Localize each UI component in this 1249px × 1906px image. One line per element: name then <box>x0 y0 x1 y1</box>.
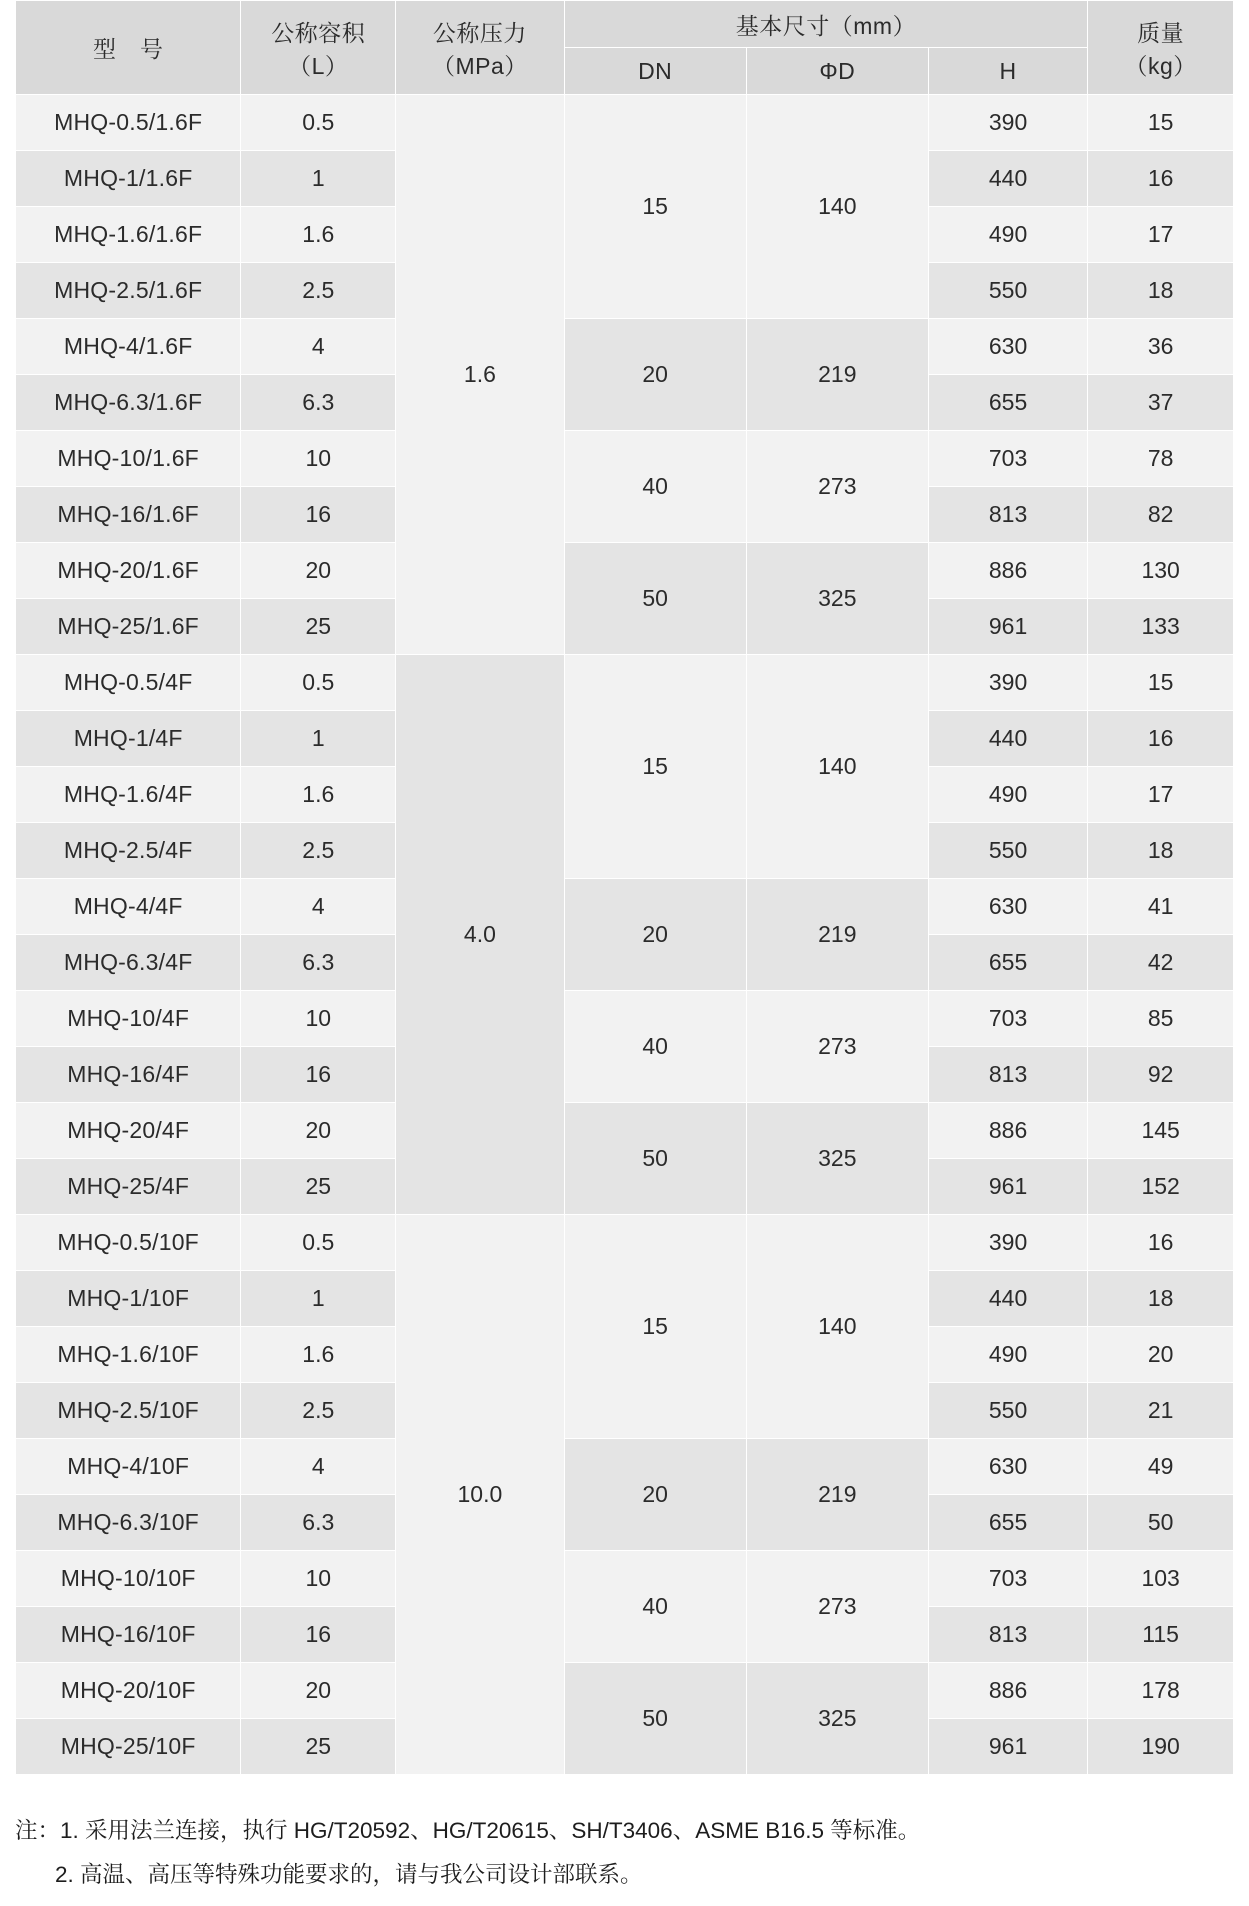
cell-dn: 15 <box>564 655 746 879</box>
cell-dn: 40 <box>564 991 746 1103</box>
table-row <box>16 1103 1234 1159</box>
cell-mass: 17 <box>1088 207 1234 263</box>
cell-mass: 37 <box>1088 375 1234 431</box>
cell-mass: 18 <box>1088 1271 1234 1327</box>
cell-model: MHQ-6.3/4F <box>16 935 241 991</box>
header-volume-line1: 公称容积 <box>271 19 366 46</box>
cell-mass: 152 <box>1088 1159 1234 1215</box>
header-pressure-line1: 公称压力 <box>432 19 527 46</box>
cell-mass: 41 <box>1088 879 1234 935</box>
cell-mass: 145 <box>1088 1103 1234 1159</box>
cell-dn: 20 <box>564 879 746 991</box>
cell-mass: 103 <box>1088 1551 1234 1607</box>
cell-h: 550 <box>928 263 1087 319</box>
cell-h: 490 <box>928 1327 1087 1383</box>
cell-mass: 49 <box>1088 1439 1234 1495</box>
notes-block <box>15 1809 1234 1897</box>
cell-h: 630 <box>928 879 1087 935</box>
cell-volume: 6.3 <box>241 935 396 991</box>
cell-h: 655 <box>928 1495 1087 1551</box>
cell-mass: 21 <box>1088 1383 1234 1439</box>
header-pressure <box>396 1 564 95</box>
header-mass-line1: 质量 <box>1137 19 1185 46</box>
cell-mass: 130 <box>1088 543 1234 599</box>
cell-mass: 16 <box>1088 151 1234 207</box>
cell-h: 961 <box>928 599 1087 655</box>
table-row <box>16 1439 1234 1495</box>
cell-h: 655 <box>928 375 1087 431</box>
cell-h: 813 <box>928 1607 1087 1663</box>
cell-model: MHQ-0.5/10F <box>16 1215 241 1271</box>
cell-h: 440 <box>928 1271 1087 1327</box>
cell-h: 813 <box>928 1047 1087 1103</box>
cell-volume: 2.5 <box>241 823 396 879</box>
cell-volume: 20 <box>241 1663 396 1719</box>
cell-mass: 15 <box>1088 655 1234 711</box>
cell-h: 490 <box>928 767 1087 823</box>
cell-h: 961 <box>928 1159 1087 1215</box>
cell-model: MHQ-2.5/10F <box>16 1383 241 1439</box>
cell-model: MHQ-10/10F <box>16 1551 241 1607</box>
cell-volume: 25 <box>241 1159 396 1215</box>
cell-mass: 42 <box>1088 935 1234 991</box>
cell-model: MHQ-25/1.6F <box>16 599 241 655</box>
cell-model: MHQ-20/4F <box>16 1103 241 1159</box>
cell-h: 440 <box>928 151 1087 207</box>
table-header <box>16 1 1234 95</box>
cell-mass: 50 <box>1088 1495 1234 1551</box>
cell-phid: 219 <box>746 1439 928 1551</box>
table-row <box>16 543 1234 599</box>
header-h: H <box>928 48 1087 95</box>
cell-model: MHQ-4/1.6F <box>16 319 241 375</box>
cell-h: 886 <box>928 1663 1087 1719</box>
cell-h: 886 <box>928 1103 1087 1159</box>
cell-mass: 82 <box>1088 487 1234 543</box>
cell-model: MHQ-0.5/4F <box>16 655 241 711</box>
cell-volume: 2.5 <box>241 1383 396 1439</box>
cell-dn: 40 <box>564 1551 746 1663</box>
cell-volume: 1 <box>241 151 396 207</box>
cell-model: MHQ-1/1.6F <box>16 151 241 207</box>
cell-volume: 2.5 <box>241 263 396 319</box>
cell-h: 961 <box>928 1719 1087 1775</box>
cell-h: 390 <box>928 95 1087 151</box>
header-volume-line2: （L） <box>288 52 349 79</box>
cell-volume: 1.6 <box>241 1327 396 1383</box>
cell-h: 390 <box>928 1215 1087 1271</box>
cell-model: MHQ-6.3/1.6F <box>16 375 241 431</box>
cell-dn: 20 <box>564 1439 746 1551</box>
cell-model: MHQ-25/4F <box>16 1159 241 1215</box>
cell-mass: 85 <box>1088 991 1234 1047</box>
cell-volume: 1 <box>241 1271 396 1327</box>
cell-h: 490 <box>928 207 1087 263</box>
cell-volume: 6.3 <box>241 1495 396 1551</box>
cell-pressure: 1.6 <box>396 95 564 655</box>
cell-model: MHQ-1/10F <box>16 1271 241 1327</box>
cell-h: 655 <box>928 935 1087 991</box>
cell-h: 630 <box>928 319 1087 375</box>
note-1: 注：1. 采用法兰连接，执行 HG/T20592、HG/T20615、SH/T3406、ASME B16.5 等标准。 <box>15 1818 921 1843</box>
cell-model: MHQ-25/10F <box>16 1719 241 1775</box>
cell-phid: 219 <box>746 319 928 431</box>
cell-pressure: 10.0 <box>396 1215 564 1775</box>
cell-dn: 50 <box>564 1663 746 1775</box>
cell-h: 630 <box>928 1439 1087 1495</box>
cell-model: MHQ-1.6/10F <box>16 1327 241 1383</box>
cell-phid: 325 <box>746 1103 928 1215</box>
cell-model: MHQ-16/4F <box>16 1047 241 1103</box>
cell-phid: 140 <box>746 95 928 319</box>
cell-model: MHQ-2.5/4F <box>16 823 241 879</box>
header-pressure-line2: （MPa） <box>432 52 528 79</box>
cell-volume: 0.5 <box>241 95 396 151</box>
cell-volume: 1 <box>241 711 396 767</box>
cell-volume: 0.5 <box>241 1215 396 1271</box>
cell-mass: 190 <box>1088 1719 1234 1775</box>
cell-mass: 78 <box>1088 431 1234 487</box>
cell-volume: 16 <box>241 487 396 543</box>
cell-h: 703 <box>928 431 1087 487</box>
cell-model: MHQ-2.5/1.6F <box>16 263 241 319</box>
cell-model: MHQ-16/1.6F <box>16 487 241 543</box>
cell-mass: 17 <box>1088 767 1234 823</box>
cell-volume: 10 <box>241 991 396 1047</box>
cell-model: MHQ-4/10F <box>16 1439 241 1495</box>
cell-mass: 178 <box>1088 1663 1234 1719</box>
cell-mass: 16 <box>1088 1215 1234 1271</box>
header-phid: ΦD <box>746 48 928 95</box>
cell-volume: 0.5 <box>241 655 396 711</box>
cell-dn: 50 <box>564 1103 746 1215</box>
note-2: 2. 高温、高压等特殊功能要求的，请与我公司设计部联系。 <box>55 1861 643 1887</box>
cell-mass: 36 <box>1088 319 1234 375</box>
cell-volume: 16 <box>241 1047 396 1103</box>
header-model: 型 号 <box>16 1 241 95</box>
cell-mass: 16 <box>1088 711 1234 767</box>
table-row <box>16 879 1234 935</box>
header-dimensions: 基本尺寸（mm） <box>564 1 1088 48</box>
cell-volume: 4 <box>241 879 396 935</box>
cell-h: 703 <box>928 1551 1087 1607</box>
cell-model: MHQ-20/10F <box>16 1663 241 1719</box>
cell-h: 390 <box>928 655 1087 711</box>
cell-dn: 15 <box>564 95 746 319</box>
cell-phid: 325 <box>746 543 928 655</box>
table-row <box>16 1551 1234 1607</box>
cell-h: 813 <box>928 487 1087 543</box>
cell-dn: 20 <box>564 319 746 431</box>
cell-volume: 20 <box>241 1103 396 1159</box>
cell-model: MHQ-6.3/10F <box>16 1495 241 1551</box>
cell-phid: 140 <box>746 655 928 879</box>
cell-h: 703 <box>928 991 1087 1047</box>
cell-phid: 219 <box>746 879 928 991</box>
cell-h: 440 <box>928 711 1087 767</box>
cell-volume: 1.6 <box>241 767 396 823</box>
cell-pressure: 4.0 <box>396 655 564 1215</box>
cell-model: MHQ-20/1.6F <box>16 543 241 599</box>
table-row <box>16 1663 1234 1719</box>
header-mass <box>1088 1 1234 95</box>
cell-model: MHQ-1.6/1.6F <box>16 207 241 263</box>
cell-model: MHQ-1/4F <box>16 711 241 767</box>
cell-model: MHQ-0.5/1.6F <box>16 95 241 151</box>
cell-volume: 6.3 <box>241 375 396 431</box>
cell-volume: 4 <box>241 319 396 375</box>
cell-volume: 10 <box>241 431 396 487</box>
cell-model: MHQ-1.6/4F <box>16 767 241 823</box>
cell-phid: 140 <box>746 1215 928 1439</box>
specification-table <box>15 0 1234 1775</box>
cell-volume: 10 <box>241 1551 396 1607</box>
cell-volume: 25 <box>241 1719 396 1775</box>
cell-model: MHQ-4/4F <box>16 879 241 935</box>
table-row <box>16 431 1234 487</box>
cell-h: 550 <box>928 823 1087 879</box>
cell-volume: 20 <box>241 543 396 599</box>
cell-phid: 325 <box>746 1663 928 1775</box>
cell-volume: 4 <box>241 1439 396 1495</box>
cell-phid: 273 <box>746 431 928 543</box>
cell-model: MHQ-16/10F <box>16 1607 241 1663</box>
cell-h: 886 <box>928 543 1087 599</box>
cell-volume: 16 <box>241 1607 396 1663</box>
table-row <box>16 95 1234 151</box>
cell-mass: 15 <box>1088 95 1234 151</box>
header-dn: DN <box>564 48 746 95</box>
cell-dn: 15 <box>564 1215 746 1439</box>
table-row <box>16 655 1234 711</box>
table-body <box>16 95 1234 1775</box>
header-volume <box>241 1 396 95</box>
cell-model: MHQ-10/4F <box>16 991 241 1047</box>
cell-mass: 115 <box>1088 1607 1234 1663</box>
cell-mass: 20 <box>1088 1327 1234 1383</box>
cell-volume: 25 <box>241 599 396 655</box>
cell-phid: 273 <box>746 991 928 1103</box>
cell-mass: 92 <box>1088 1047 1234 1103</box>
cell-mass: 18 <box>1088 263 1234 319</box>
cell-dn: 40 <box>564 431 746 543</box>
table-row <box>16 319 1234 375</box>
cell-mass: 18 <box>1088 823 1234 879</box>
cell-model: MHQ-10/1.6F <box>16 431 241 487</box>
cell-volume: 1.6 <box>241 207 396 263</box>
table-row <box>16 1215 1234 1271</box>
header-mass-line2: （kg） <box>1124 52 1197 79</box>
cell-mass: 133 <box>1088 599 1234 655</box>
table-row <box>16 991 1234 1047</box>
cell-dn: 50 <box>564 543 746 655</box>
cell-phid: 273 <box>746 1551 928 1663</box>
cell-h: 550 <box>928 1383 1087 1439</box>
